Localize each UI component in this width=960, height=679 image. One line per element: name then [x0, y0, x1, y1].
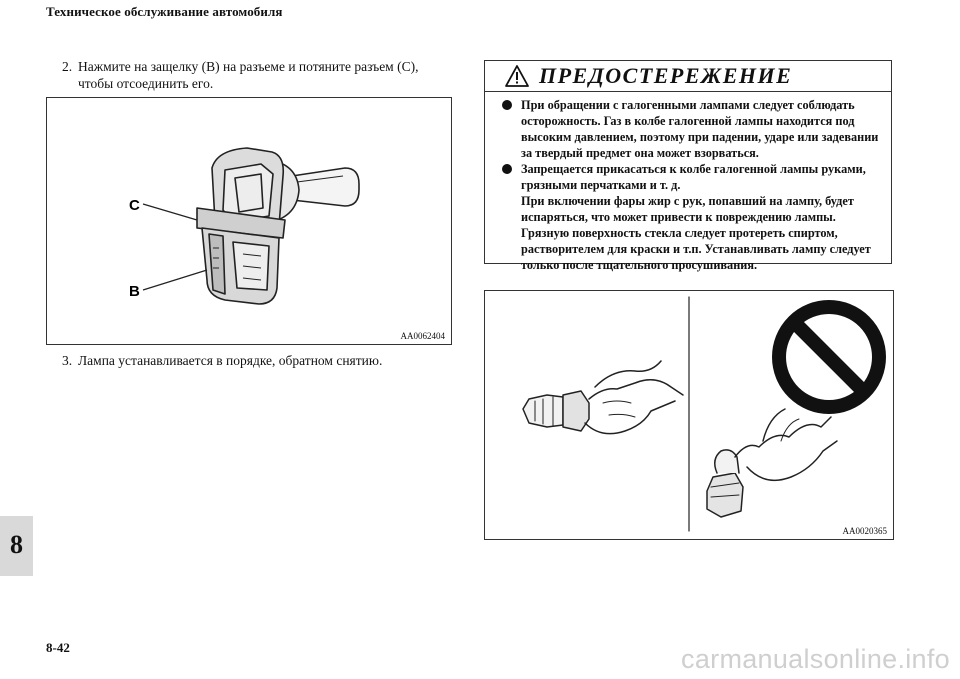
label-b: B [129, 283, 140, 300]
warning-line: за твердый предмет она может взорваться. [521, 146, 759, 160]
bulb-connector-illustration [47, 98, 451, 344]
watermark: carmanualsonline.info [681, 644, 950, 674]
warning-item [493, 161, 885, 273]
warning-line: При включении фары жир с рук, попавший на лампу, будет [521, 194, 854, 208]
label-c: C [129, 197, 140, 214]
chapter-tab [0, 516, 33, 576]
page-number: 8-42 [46, 640, 70, 655]
step-line: Нажмите на защелку (B) на разъеме и потяните разъем (C), [78, 59, 419, 74]
step-2 [62, 58, 442, 92]
figure-code: AA0020365 [842, 526, 887, 536]
bullet-icon [502, 164, 512, 174]
warning-line: испаряться, что может привести к повреждению лампы. [521, 210, 836, 224]
chapter-number: 8 [10, 530, 23, 559]
warning-triangle-icon [505, 65, 529, 87]
warning-list [493, 97, 885, 273]
section-header: Техническое обслуживание автомобиля [46, 4, 283, 19]
warning-title: ПРЕДОСТЕРЕЖЕНИЕ [539, 63, 793, 88]
hand-bulb-illustration [485, 291, 893, 539]
step-line: Лампа устанавливается в порядке, обратном снятию. [78, 353, 383, 368]
do-not-touch-figure [484, 290, 894, 540]
warning-header [485, 61, 891, 92]
warning-line: только после тщательного просушивания. [521, 258, 758, 272]
step-line: чтобы отсоединить его. [78, 76, 214, 91]
warning-line: осторожность. Газ в колбе галогенной лампы находится под [521, 114, 855, 128]
connector-figure [46, 97, 452, 345]
step-number: 2. [62, 59, 73, 74]
warning-line: грязными перчатками и т. д. [521, 178, 681, 192]
warning-box [484, 60, 892, 272]
warning-line: Грязную поверхность стекла следует протереть спиртом, [521, 226, 838, 240]
warning-line: При обращении с галогенными лампами следует соблюдать [521, 98, 855, 112]
step-text [78, 58, 442, 92]
step-text [78, 352, 442, 369]
warning-line: Запрещается прикасаться к колбе галогенной лампы руками, [521, 162, 866, 176]
warning-line: растворителем для краски и т.п. Устанавливать лампу следует [521, 242, 871, 256]
step-3 [62, 352, 442, 369]
bullet-icon [502, 100, 512, 110]
warning-item [493, 97, 885, 161]
warning-line: высоким давлением, поэтому при падении, ударе или задевании [521, 130, 879, 144]
figure-code: AA0062404 [400, 331, 445, 341]
step-number: 3. [62, 353, 73, 368]
